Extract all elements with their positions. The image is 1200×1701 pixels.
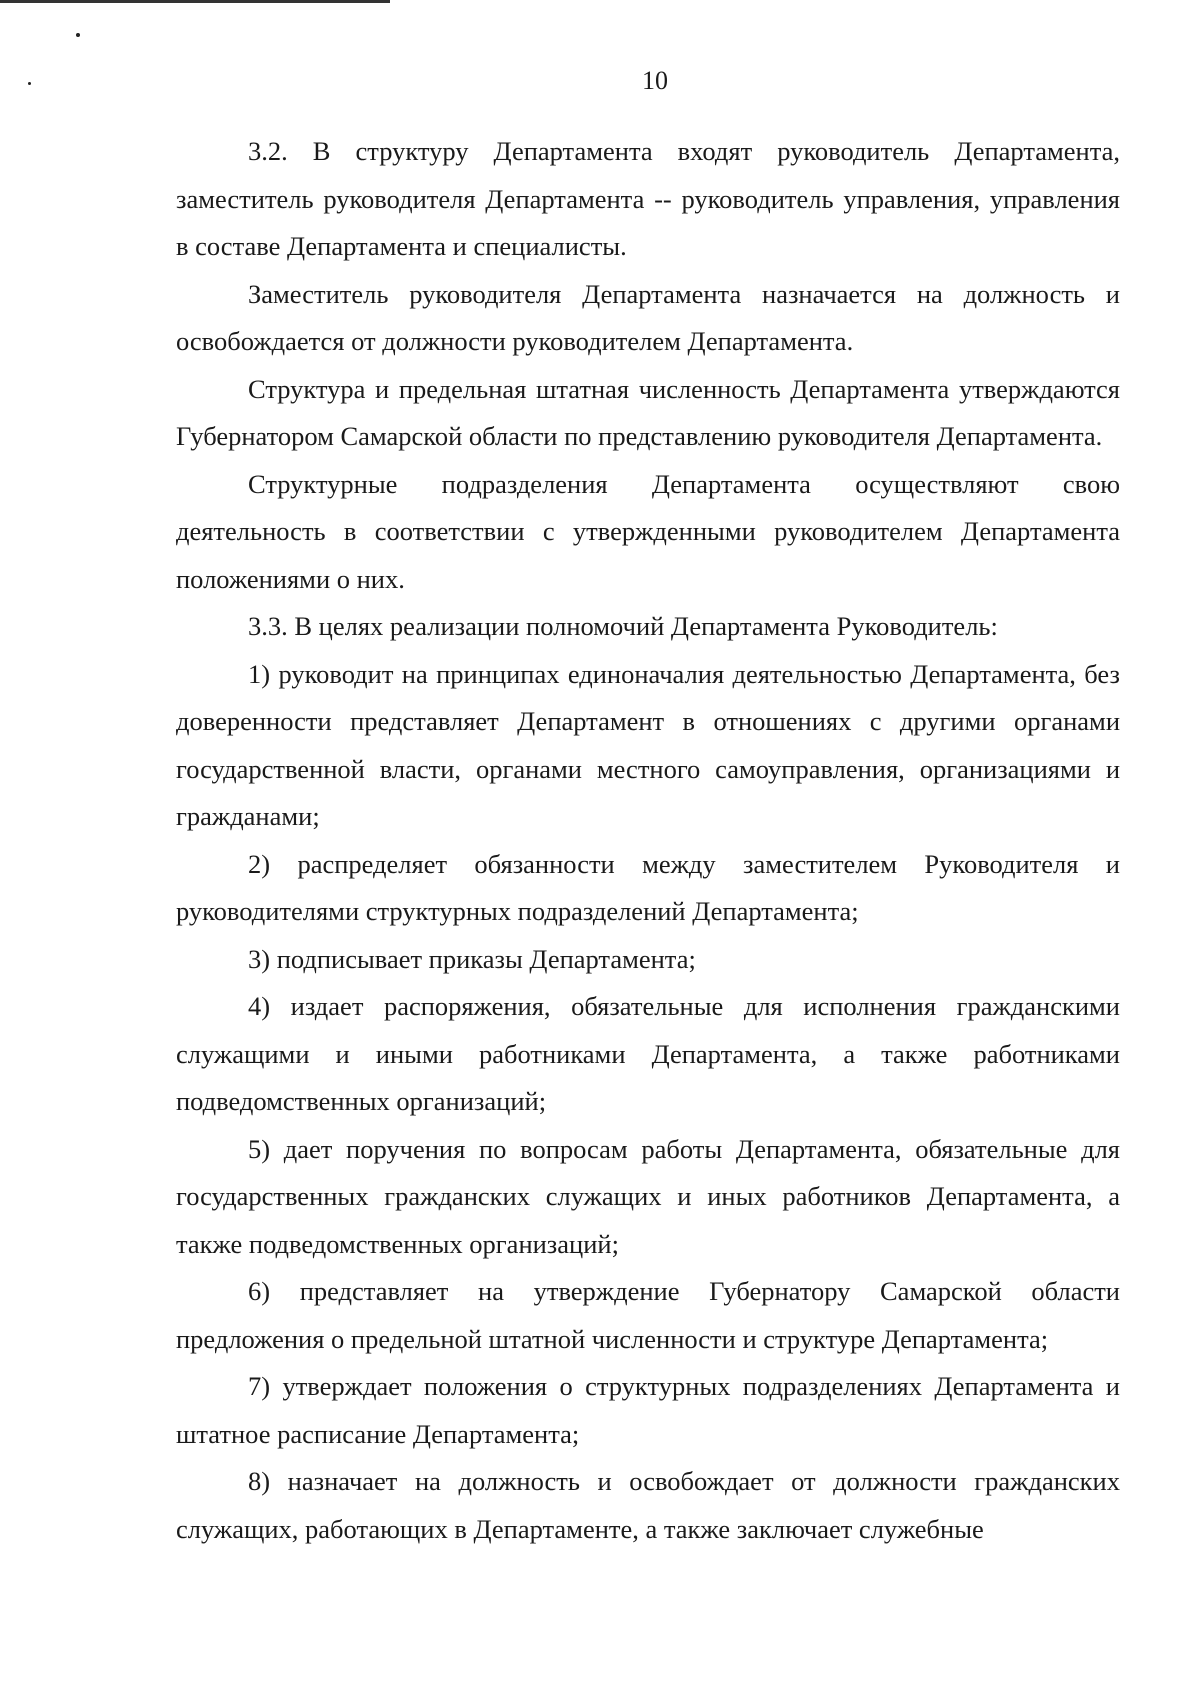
list-item-6: 6) представляет на утверждение Губернатору Самарской области предложения о предельной штатной численности и структуре Департамента; bbox=[176, 1276, 1120, 1354]
page-number: 10 bbox=[642, 66, 668, 95]
paragraph-deputy-appointment: Заместитель руководителя Департамента назначается на должность и освобождается от должности руководителем Департамента. bbox=[176, 278, 1120, 356]
list-item-2: 2) распределяет обязанности между заместителем Руководителя и руководителями структурных подразделений Департамента; bbox=[176, 848, 1120, 926]
scan-edge-line bbox=[0, 0, 390, 3]
list-item-8: 8) назначает на должность и освобождает от должности гражданских служащих, работающих в Департаменте, а также заключает служебные bbox=[176, 1466, 1120, 1544]
list-item-1: 1) руководит на принципах единоначалия деятельностью Департамента, без доверенности представляет Департамент в отношениях с другими органами государственной власти, органами местного самоуправления, организациями и гражданами; bbox=[176, 658, 1120, 831]
list-item-3: 3) подписывает приказы Департамента; bbox=[248, 943, 696, 974]
list-item-4: 4) издает распоряжения, обязательные для исполнения гражданскими служащими и иными работниками Департамента, а также работниками подведомственных организаций; bbox=[176, 991, 1120, 1116]
scan-speck bbox=[76, 33, 80, 37]
list-item-7: 7) утверждает положения о структурных подразделениях Департамента и штатное расписание Департамента; bbox=[176, 1371, 1120, 1449]
document-body bbox=[176, 128, 1120, 1553]
paragraph-structural-units: Структурные подразделения Департамента осуществляют свою деятельность в соответствии с утвержденными руководителем Департамента положениями о них. bbox=[176, 468, 1120, 594]
list-item-5: 5) дает поручения по вопросам работы Департамента, обязательные для государственных гражданских служащих и иных работников Департамента, а также подведомственных организаций; bbox=[176, 1133, 1120, 1259]
paragraph-3-2: 3.2. В структуру Департамента входят руководитель Департамента, заместитель руководителя Департамента -- руководитель управления, управления в составе Департамента и специалисты. bbox=[176, 136, 1120, 261]
paragraph-structure-approval: Структура и предельная штатная численность Департамента утверждаются Губернатором Самарской области по представлению руководителя Департамента. bbox=[176, 373, 1120, 451]
paragraph-3-3: 3.3. В целях реализации полномочий Департамента Руководитель: bbox=[248, 611, 998, 641]
